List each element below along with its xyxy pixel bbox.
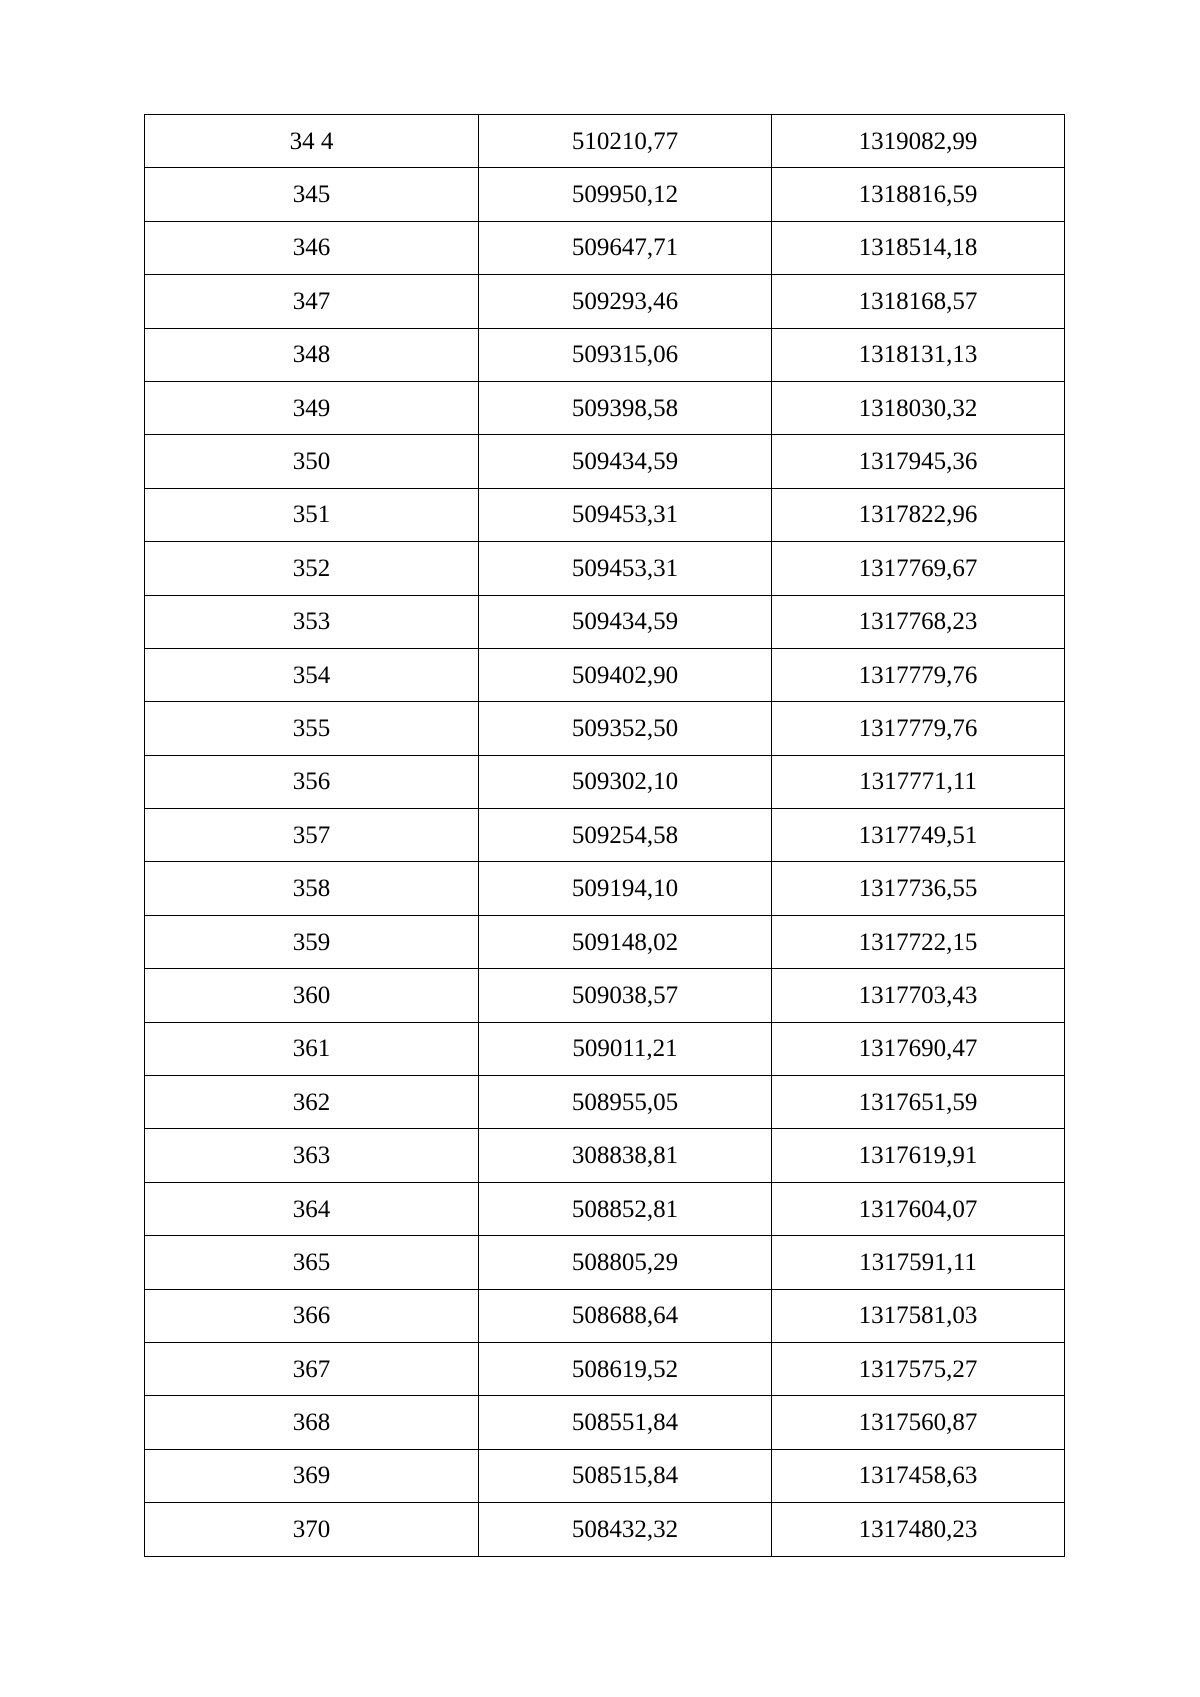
table-row bbox=[145, 1022, 1065, 1075]
y-coordinate-cell: 1317619,91 bbox=[772, 1129, 1065, 1182]
x-coordinate-cell: 508805,29 bbox=[479, 1236, 772, 1289]
point-number-cell: 359 bbox=[145, 915, 479, 968]
point-number-cell: 349 bbox=[145, 381, 479, 434]
y-coordinate-cell: 1317651,59 bbox=[772, 1076, 1065, 1129]
x-coordinate-cell: 508432,32 bbox=[479, 1503, 772, 1556]
table-row bbox=[145, 702, 1065, 755]
y-coordinate-cell: 1317575,27 bbox=[772, 1342, 1065, 1395]
point-number-cell: 34 4 bbox=[145, 115, 479, 168]
y-coordinate-cell: 1318168,57 bbox=[772, 275, 1065, 328]
table-row bbox=[145, 221, 1065, 274]
point-number-cell: 356 bbox=[145, 755, 479, 808]
y-coordinate-cell: 1317779,76 bbox=[772, 702, 1065, 755]
table-row bbox=[145, 595, 1065, 648]
point-number-cell: 345 bbox=[145, 168, 479, 221]
table-row bbox=[145, 275, 1065, 328]
table-row bbox=[145, 1449, 1065, 1502]
y-coordinate-cell: 1317771,11 bbox=[772, 755, 1065, 808]
y-coordinate-cell: 1317581,03 bbox=[772, 1289, 1065, 1342]
table-row bbox=[145, 1289, 1065, 1342]
y-coordinate-cell: 1317769,67 bbox=[772, 542, 1065, 595]
point-number-cell: 348 bbox=[145, 328, 479, 381]
point-number-cell: 362 bbox=[145, 1076, 479, 1129]
point-number-cell: 357 bbox=[145, 809, 479, 862]
y-coordinate-cell: 1317604,07 bbox=[772, 1182, 1065, 1235]
coordinates-table-body bbox=[145, 115, 1065, 1557]
point-number-cell: 346 bbox=[145, 221, 479, 274]
table-row bbox=[145, 381, 1065, 434]
table-row bbox=[145, 915, 1065, 968]
point-number-cell: 350 bbox=[145, 435, 479, 488]
table-row bbox=[145, 168, 1065, 221]
x-coordinate-cell: 509453,31 bbox=[479, 488, 772, 541]
point-number-cell: 351 bbox=[145, 488, 479, 541]
point-number-cell: 352 bbox=[145, 542, 479, 595]
x-coordinate-cell: 508551,84 bbox=[479, 1396, 772, 1449]
x-coordinate-cell: 508515,84 bbox=[479, 1449, 772, 1502]
y-coordinate-cell: 1317722,15 bbox=[772, 915, 1065, 968]
point-number-cell: 367 bbox=[145, 1342, 479, 1395]
point-number-cell: 354 bbox=[145, 648, 479, 701]
coordinates-table bbox=[144, 114, 1065, 1557]
y-coordinate-cell: 1318030,32 bbox=[772, 381, 1065, 434]
point-number-cell: 353 bbox=[145, 595, 479, 648]
x-coordinate-cell: 509950,12 bbox=[479, 168, 772, 221]
y-coordinate-cell: 1317560,87 bbox=[772, 1396, 1065, 1449]
table-row bbox=[145, 648, 1065, 701]
point-number-cell: 369 bbox=[145, 1449, 479, 1502]
y-coordinate-cell: 1317779,76 bbox=[772, 648, 1065, 701]
y-coordinate-cell: 1317480,23 bbox=[772, 1503, 1065, 1556]
table-row bbox=[145, 488, 1065, 541]
y-coordinate-cell: 1317703,43 bbox=[772, 969, 1065, 1022]
table-row bbox=[145, 435, 1065, 488]
x-coordinate-cell: 510210,77 bbox=[479, 115, 772, 168]
x-coordinate-cell: 308838,81 bbox=[479, 1129, 772, 1182]
x-coordinate-cell: 508852,81 bbox=[479, 1182, 772, 1235]
table-row bbox=[145, 755, 1065, 808]
point-number-cell: 347 bbox=[145, 275, 479, 328]
y-coordinate-cell: 1317591,11 bbox=[772, 1236, 1065, 1289]
table-row bbox=[145, 1129, 1065, 1182]
x-coordinate-cell: 509398,58 bbox=[479, 381, 772, 434]
x-coordinate-cell: 508955,05 bbox=[479, 1076, 772, 1129]
table-row bbox=[145, 809, 1065, 862]
x-coordinate-cell: 509453,31 bbox=[479, 542, 772, 595]
point-number-cell: 355 bbox=[145, 702, 479, 755]
table-row bbox=[145, 542, 1065, 595]
y-coordinate-cell: 1317458,63 bbox=[772, 1449, 1065, 1502]
y-coordinate-cell: 1318131,13 bbox=[772, 328, 1065, 381]
table-row bbox=[145, 1342, 1065, 1395]
x-coordinate-cell: 509402,90 bbox=[479, 648, 772, 701]
point-number-cell: 365 bbox=[145, 1236, 479, 1289]
table-row bbox=[145, 1396, 1065, 1449]
x-coordinate-cell: 509293,46 bbox=[479, 275, 772, 328]
y-coordinate-cell: 1318514,18 bbox=[772, 221, 1065, 274]
x-coordinate-cell: 509302,10 bbox=[479, 755, 772, 808]
point-number-cell: 363 bbox=[145, 1129, 479, 1182]
x-coordinate-cell: 509148,02 bbox=[479, 915, 772, 968]
y-coordinate-cell: 1317768,23 bbox=[772, 595, 1065, 648]
table-row bbox=[145, 1236, 1065, 1289]
table-row bbox=[145, 328, 1065, 381]
table-row bbox=[145, 969, 1065, 1022]
x-coordinate-cell: 509011,21 bbox=[479, 1022, 772, 1075]
y-coordinate-cell: 1317822,96 bbox=[772, 488, 1065, 541]
y-coordinate-cell: 1317749,51 bbox=[772, 809, 1065, 862]
x-coordinate-cell: 509315,06 bbox=[479, 328, 772, 381]
y-coordinate-cell: 1319082,99 bbox=[772, 115, 1065, 168]
x-coordinate-cell: 509434,59 bbox=[479, 595, 772, 648]
table-row bbox=[145, 1076, 1065, 1129]
x-coordinate-cell: 508688,64 bbox=[479, 1289, 772, 1342]
point-number-cell: 358 bbox=[145, 862, 479, 915]
table-row bbox=[145, 1182, 1065, 1235]
point-number-cell: 370 bbox=[145, 1503, 479, 1556]
x-coordinate-cell: 509038,57 bbox=[479, 969, 772, 1022]
point-number-cell: 364 bbox=[145, 1182, 479, 1235]
y-coordinate-cell: 1317736,55 bbox=[772, 862, 1065, 915]
x-coordinate-cell: 509352,50 bbox=[479, 702, 772, 755]
point-number-cell: 366 bbox=[145, 1289, 479, 1342]
point-number-cell: 361 bbox=[145, 1022, 479, 1075]
x-coordinate-cell: 508619,52 bbox=[479, 1342, 772, 1395]
y-coordinate-cell: 1318816,59 bbox=[772, 168, 1065, 221]
table-row bbox=[145, 115, 1065, 168]
point-number-cell: 360 bbox=[145, 969, 479, 1022]
table-row bbox=[145, 862, 1065, 915]
table-row bbox=[145, 1503, 1065, 1556]
y-coordinate-cell: 1317945,36 bbox=[772, 435, 1065, 488]
x-coordinate-cell: 509647,71 bbox=[479, 221, 772, 274]
x-coordinate-cell: 509434,59 bbox=[479, 435, 772, 488]
point-number-cell: 368 bbox=[145, 1396, 479, 1449]
x-coordinate-cell: 509254,58 bbox=[479, 809, 772, 862]
x-coordinate-cell: 509194,10 bbox=[479, 862, 772, 915]
y-coordinate-cell: 1317690,47 bbox=[772, 1022, 1065, 1075]
